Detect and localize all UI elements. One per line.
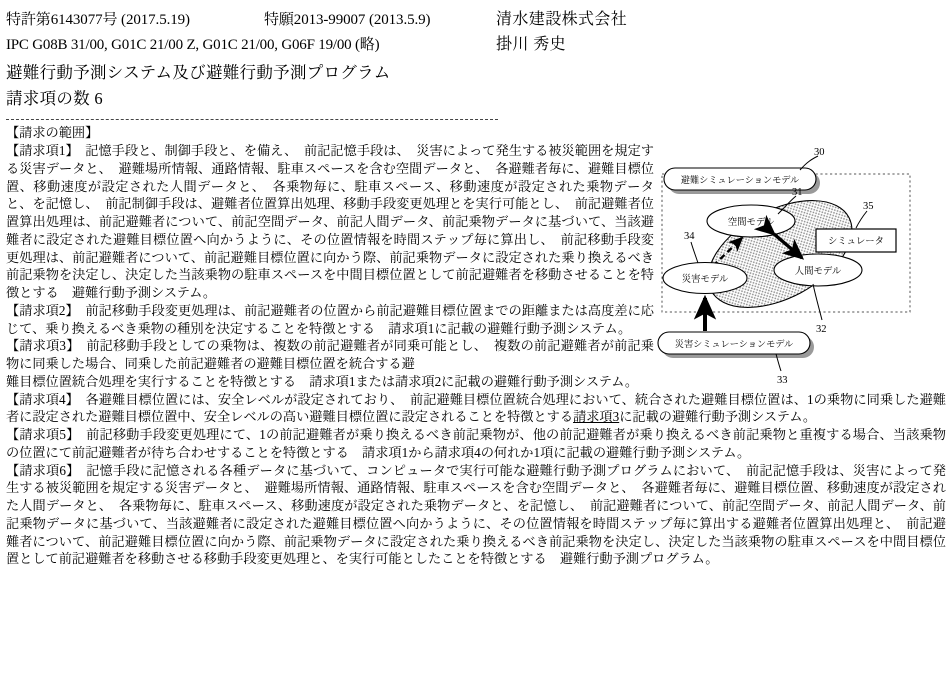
- human-model-label: 人間モデル: [794, 265, 842, 276]
- application-number: 特願2013-99007 (2013.5.9): [264, 12, 431, 28]
- ref-number-32: 32: [816, 324, 827, 335]
- figure-simulation-model-diagram: [650, 146, 946, 392]
- claim-count: 請求項の数 6: [6, 88, 103, 108]
- disaster-model-node: [663, 263, 747, 294]
- ref-number-35: 35: [863, 201, 874, 212]
- leader-line-32: [813, 284, 822, 320]
- space-model-label: 空間モデル: [727, 216, 775, 227]
- claim-3-second-part: 難目標位置統合処理を実行することを特徴とする 請求項1または請求項2に記載の避難行動予測システム。: [6, 373, 639, 389]
- ref-number-34: 34: [684, 231, 695, 242]
- claim-4-reference-link: 請求項3: [573, 409, 620, 425]
- claim-5: 【請求項5】 前記移動手段変更処理にて、1の前記避難者が乗り換えるべき前記乗物が、他の前記避難者が乗り換えるべき前記乗物と重複する場合、当該乗物の位置にて前記避難者が待ち合わせすることを特徴とする 請求項1から請求項4の何れか1項に記載の避難行動予測システム。: [6, 427, 946, 460]
- claims-section-heading: 【請求の範囲】: [6, 125, 99, 141]
- simulator-label: シミュレータ: [827, 235, 885, 246]
- leader-line-35: [856, 211, 867, 228]
- inventor-name: 掛川 秀史: [496, 35, 567, 53]
- patent-number: 特許第6143077号 (2017.5.19): [6, 12, 190, 28]
- biblio-row-ipc: [6, 33, 944, 58]
- biblio-row-patent-number: [6, 8, 944, 33]
- disaster-simulation-model-node: [658, 332, 814, 358]
- combined-model-region: [690, 179, 869, 330]
- claim-4-text-a: 【請求項4】 各避難目標位置には、安全レベルが設定されており、 前記避難目標位置統合処理において、統合された避難目標位置は、1の乗物に同乗した避難者に設定された避難目標位置中、安全レベルの高い避難目標位置に設定されることを特徴とする: [6, 391, 946, 425]
- claims-column-narrow: [6, 124, 654, 373]
- claim-6: 【請求項6】 記憶手段に記憶される各種データに基づいて、コンピュータで実行可能な避難行動予測プログラムにおいて、 前記記憶手段は、災害によって発生する被災範囲を規定する災害データと、 避難場所情報、通路情報、駐車スペースを含む空間データと、 各避難者毎に、避難目標位置、移動速度が設定された人間データと、 各乗物毎に、駐車スペース、移動速度が設定された乗物データと、を記憶し、 前記避難者について、前記空間データ、前記人間データ、前記乗物データに基づいて、当該避難者に設定された避難目標位置へ向かうように、その位置情報を時間ステップ毎に算出する避難者位置算出処理と、 前記避難者について、前記避難目標位置に向かう際、前記乗物データに設定された乗り換えるべき前記乗物を決定し、決定した当該乗物の駐車スペースを中間目標位置として前記避難者を移動させる移動手段変更処理と、を実行可能としたことを特徴とする 避難行動予測プログラム。: [6, 462, 946, 567]
- claim-2: 【請求項2】 前記移動手段変更処理は、前記避難者の位置から前記避難目標位置までの距離または高度差に応じて、乗り換えるべき乗物の種別を決定することを特徴とする 請求項1に記載の避難行動予測システム。: [6, 302, 654, 336]
- assignee-name: 清水建設株式会社: [496, 11, 628, 28]
- human-model-node: [774, 254, 862, 286]
- claim-3-first-part: 【請求項3】 前記移動手段としての乗物は、複数の前記避難者が同乗可能とし、 複数の前記避難者が前記乗物に同乗した場合、同乗した前記避難者の避難目標位置を統合する避: [6, 338, 654, 372]
- disaster-simulation-model-label: 災害シミュレーションモデル: [674, 339, 794, 349]
- ipc-classification: IPC G08B 31/00, G01C 21/00 Z, G01C 21/00, G06F 19/00 (略): [6, 36, 380, 53]
- bibliographic-header: [6, 8, 944, 112]
- disaster-model-label: 災害モデル: [681, 273, 729, 284]
- leader-line-34: [691, 242, 698, 263]
- ref-number-30: 30: [814, 147, 825, 158]
- claim-4: [6, 391, 946, 427]
- evacuation-simulation-model-label: 避難シミュレーションモデル: [680, 175, 800, 185]
- claim-4-text-b: に記載の避難行動予測システム。: [619, 409, 817, 425]
- simulator-node: [816, 229, 896, 252]
- ref-number-31: 31: [792, 187, 803, 198]
- claim-1: 【請求項1】 記憶手段と、制御手段と、を備え、 前記記憶手段は、 災害によって発生する被災範囲を規定する災害データと、 避難場所情報、通路情報、駐車スペースを含む空間データと、 各避難者毎に、避難目標位置、移動速度が設定された人間データと、 各乗物毎に、駐車スペース、移動速度が設定された乗物データと、を記憶し、 前記制御手段は、避難者位置算出処理、移動手段変更処理とを実行可能とし、 前記避難者位置算出処理は、前記避難者について、前記空間データ、前記人間データ、前記乗物データに基づいて、当該避難者に設定された避難目標位置へ向かうように、その位置情報を時間ステップ毎に算出し、 前記移動手段変更処理は、前記避難者について、前記避難目標位置に向かう際、前記乗物データに設定された乗り換えるべき前記乗物を決定し、決定した当該乗物の駐車スペースを中間目標位置として前記避難者を移動させることを特徴とする 避難行動予測システム。: [6, 143, 654, 301]
- claims-column-full: [6, 373, 946, 568]
- ref-number-33: 33: [777, 375, 788, 386]
- invention-title: 避難行動予測システム及び避難行動予測プログラム: [6, 62, 391, 82]
- section-divider: [6, 119, 498, 120]
